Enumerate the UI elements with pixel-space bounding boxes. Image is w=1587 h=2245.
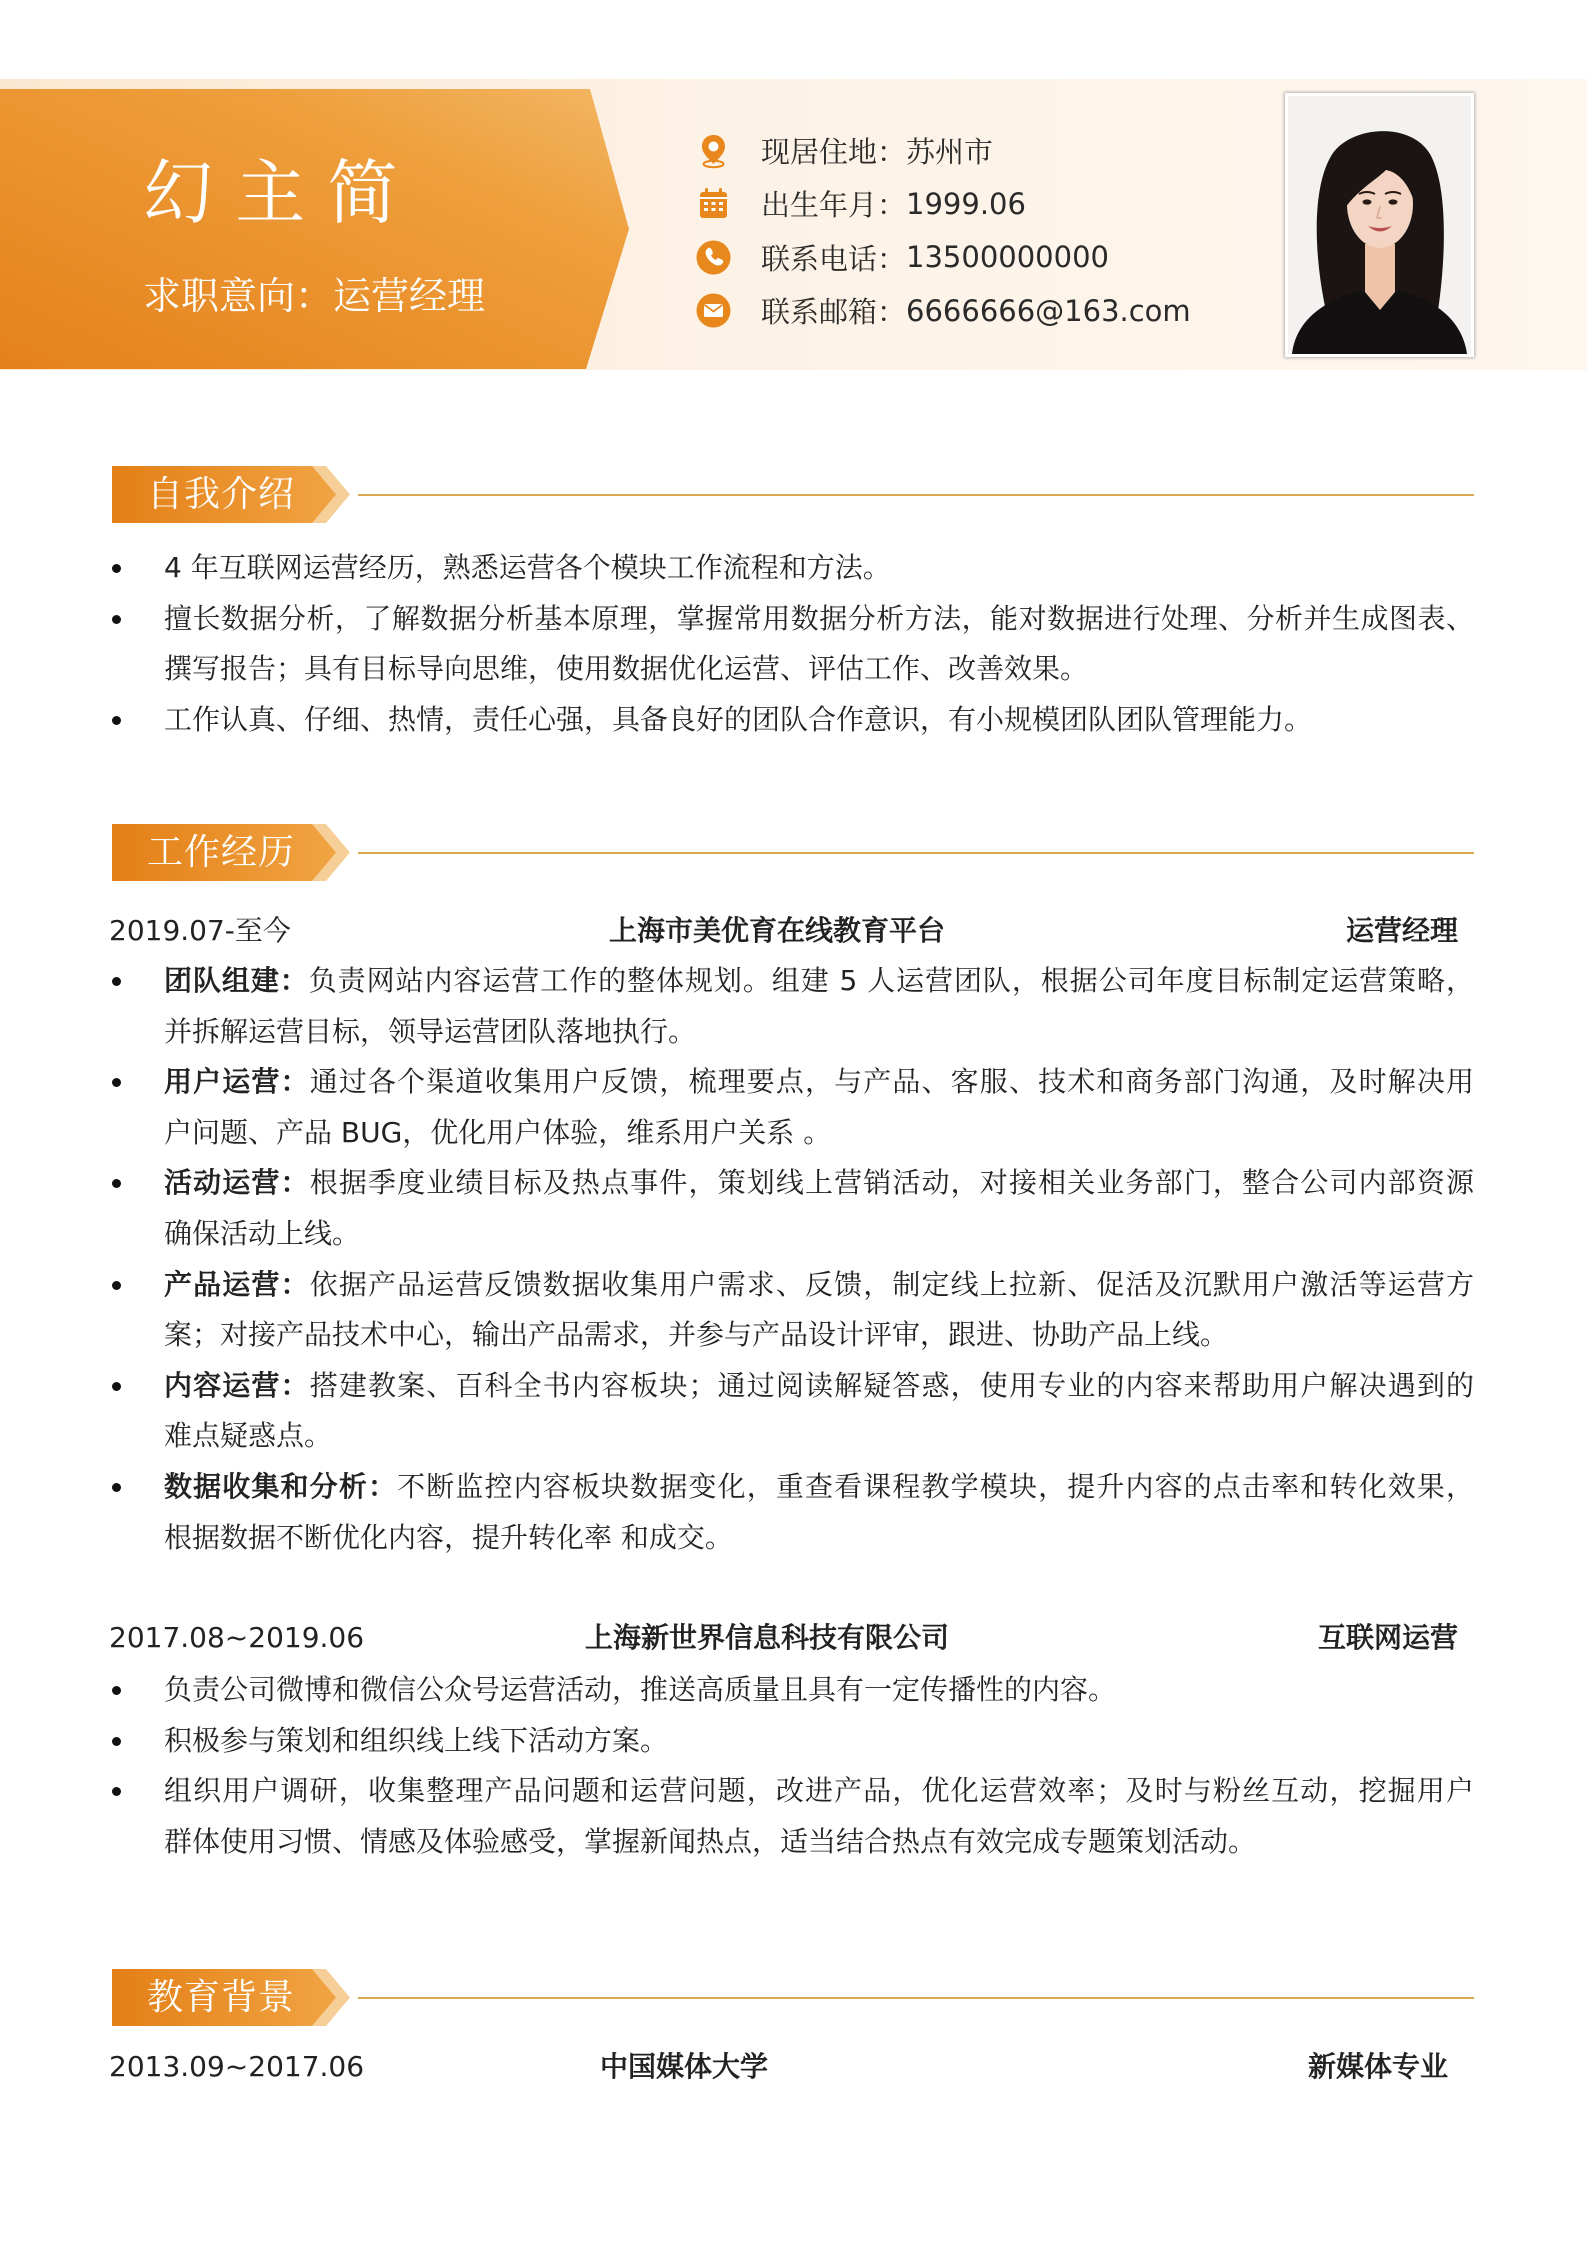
contact-value: 13500000000 [906,240,1109,275]
item-label: 团队组建： [164,964,309,997]
item-label: 数据收集和分析： [164,1469,398,1503]
school-name: 中国媒体大学 [600,2050,769,2083]
item-line [164,1158,1474,1209]
candidate-name: 幻 主 简 [143,152,398,234]
section-title: 工作经历 [147,832,296,873]
list-item [112,695,1474,746]
item-label: 活动运营： [164,1166,310,1200]
company-name: 上海新世界信息科技有限公司 [585,1621,950,1654]
item-line [164,1361,1474,1412]
list-item [112,1057,1474,1158]
list-item [112,1158,1474,1259]
section-header-intro [112,466,1474,523]
list-item [112,543,1474,594]
job-row [109,906,1458,956]
contact-value: 苏州市 [906,135,994,170]
contact-birth [695,177,1255,230]
item-text: 通过各个渠道收集用户反馈，梳理要点，与产品、客服、技术和商务部门沟通，及时解决用 [309,1065,1474,1099]
item-text: 搭建教案、百科全书内容板块；通过阅读解疑答惑，使用专业的内容来帮助用户解决遇到的 [309,1368,1474,1402]
contact-label: 出生年月： [761,188,907,223]
item-line: 户问题、产品 BUG，优化用户体验，维系用户关系 。 [164,1115,832,1149]
item-label: 内容运营： [164,1368,310,1402]
calendar-icon [695,185,732,222]
item-line: 负责公司微博和微信公众号运营活动，推送高质量且具有一定传播性的内容。 [164,1673,1117,1706]
item-line: 案；对接产品技术中心，输出产品需求，并参与产品设计评审，跟进、协助产品上线。 [164,1318,1229,1352]
education-row [109,2042,1458,2092]
list-item [112,1766,1474,1867]
section-title: 教育背景 [147,1977,296,2018]
job-title: 运营经理 [1345,914,1458,947]
profile-photo [1285,93,1474,357]
item-line: 确保活动上线。 [164,1216,361,1250]
list-item [112,1260,1474,1361]
major: 新媒体专业 [1307,2050,1448,2083]
item-line: 根据数据不断优化内容，提升转化率 和成交。 [164,1520,733,1554]
item-line: 难点疑惑点。 [164,1419,333,1453]
section-divider [358,1997,1474,1999]
section-divider [358,852,1474,854]
job-period: 2017.08~2019.06 [109,1621,365,1654]
company-name: 上海市美优育在线教育平台 [609,914,946,947]
phone-icon [695,239,732,276]
section-title: 自我介绍 [147,474,296,515]
contact-label: 联系邮箱： [761,295,907,330]
item-line [164,1462,1474,1513]
item-line: 工作认真、仔细、热情，责任心强，具备良好的团队合作意识，有小规模团队团队管理能力。 [164,702,1313,736]
item-line: 擅长数据分析，了解数据分析基本原理，掌握常用数据分析方法，能对数据进行处理、分析并生成图表、 [164,601,1474,635]
item-text: 不断监控内容板块数据变化，重查看课程教学模块，提升内容的点击率和转化效果， [397,1469,1474,1503]
contact-location [695,124,1255,177]
item-line: 并拆解运营目标，领导运营团队落地执行。 [164,1014,697,1048]
item-line [164,956,1474,1007]
job-row [109,1613,1458,1663]
objective-label: 求职意向： [143,274,334,318]
portrait-image [1288,96,1471,354]
location-icon [695,132,732,169]
item-label: 用户运营： [164,1065,310,1099]
job-objective [143,276,485,316]
item-line: 4 年互联网运营经历，熟悉运营各个模块工作流程和方法。 [164,551,891,584]
email-icon [695,292,732,329]
section-header-work [112,824,1474,881]
contact-phone [695,231,1255,284]
job-duties-list [112,956,1474,1563]
job-title: 互联网运营 [1317,1621,1458,1654]
list-item [112,1361,1474,1462]
objective-value: 运营经理 [333,274,486,318]
item-line [164,1057,1474,1108]
section-divider [358,494,1474,496]
item-text: 依据产品运营反馈数据收集用户需求、反馈，制定线上拉新、促活及沉默用户激活等运营方 [309,1267,1474,1301]
contact-value: 1999.06 [906,186,1026,221]
item-line: 群体使用习惯、情感及体验感受，掌握新闻热点，适当结合热点有效完成专题策划活动。 [164,1824,1257,1858]
education-period: 2013.09~2017.06 [109,2050,365,2083]
item-line [164,1260,1474,1311]
item-text: 根据季度业绩目标及热点事件，策划线上营销活动，对接相关业务部门，整合公司内部资源 [309,1166,1474,1200]
item-label: 产品运营： [164,1267,310,1301]
list-item [112,594,1474,695]
item-line: 积极参与策划和组织线上线下活动方案。 [164,1723,669,1757]
contact-value: 6666666@163.com [906,293,1191,328]
item-text: 负责网站内容运营工作的整体规划。组建 5 人运营团队，根据公司年度目标制定运营策略， [308,964,1474,997]
list-item [112,1462,1474,1563]
contact-email [695,284,1255,337]
job-period: 2019.07-至今 [109,914,291,947]
job-duties-list [112,1665,1474,1867]
intro-list [112,543,1474,745]
contact-info [695,124,1255,337]
contact-label: 联系电话： [761,241,907,276]
section-header-education [112,1969,1474,2026]
list-item [112,1665,1474,1716]
list-item [112,1716,1474,1767]
contact-label: 现居住地： [761,135,907,170]
item-line: 组织用户调研，收集整理产品问题和运营问题，改进产品，优化运营效率；及时与粉丝互动，挖掘用户 [164,1774,1474,1808]
item-line: 撰写报告；具有目标导向思维，使用数据优化运营、评估工作、改善效果。 [164,652,1089,686]
list-item [112,956,1474,1057]
